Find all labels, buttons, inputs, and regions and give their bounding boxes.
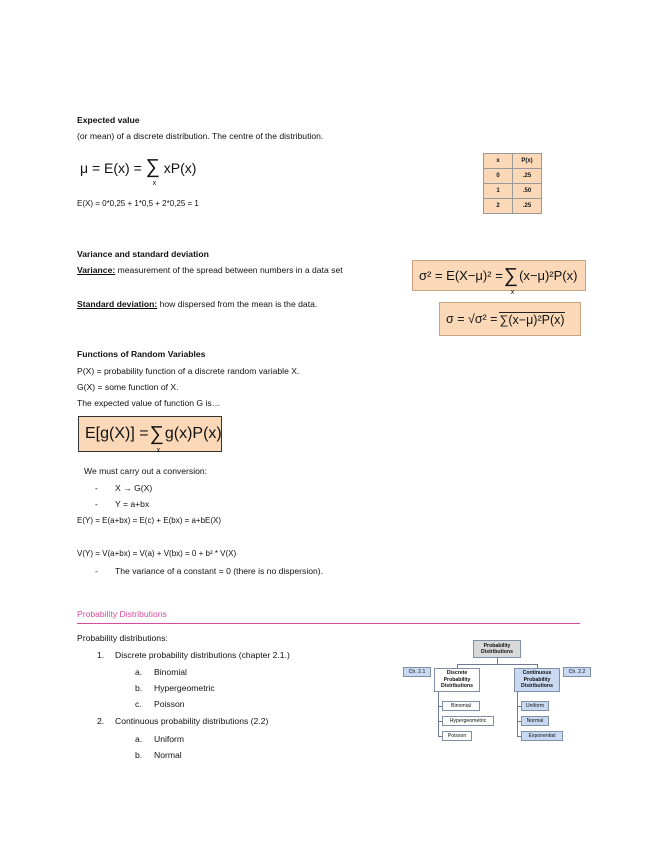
list-number: 2.: [97, 716, 105, 726]
table-row: [484, 199, 542, 214]
expected-value-formula: [80, 156, 197, 187]
list-item-continuous: Continuous probability distributions (2.2): [115, 716, 269, 726]
continuous-node: Continuous Probability Distributions: [514, 668, 560, 692]
sd-definition: [77, 298, 317, 310]
function-formula-rhs: g(x)P(x): [164, 425, 222, 442]
chapter-2-2-label: Ch. 2.2: [563, 667, 591, 677]
diagram-root-node: Probability Distributions: [473, 640, 521, 658]
sd-formula-box: [439, 302, 581, 336]
expectation-linear-formula: E(Y) = E(a+bx) = E(c) + E(bx) = a+bE(X): [77, 516, 222, 525]
variance-formula-rhs: (x−μ)²P(x): [519, 268, 578, 283]
table-header-cell: x: [484, 154, 513, 169]
functions-line-1: P(X) = probability function of a discrete random variable X.: [77, 366, 300, 376]
table-cell: 2: [484, 199, 513, 214]
list-item-discrete: Discrete probability distributions (chapter 2.1.): [115, 650, 290, 660]
variance-heading: Variance and standard deviation: [77, 249, 209, 259]
sd-formula-rhs: ∑(x−μ)²P(x): [499, 312, 565, 327]
sub-list-item: Uniform: [154, 734, 185, 744]
functions-line-2: G(X) = some function of X.: [77, 382, 179, 392]
chapter-2-1-label: Ch. 2.1: [403, 667, 431, 677]
conversion-note: We must carry out a conversion:: [84, 466, 208, 476]
variance-label: Variance:: [77, 265, 116, 275]
sub-list-letter: b.: [135, 683, 143, 693]
sum-symbol: ∑ x: [145, 156, 160, 187]
distributions-intro: Probability distributions:: [77, 633, 168, 643]
variance-formula-lhs: σ² = E(X−μ)² =: [419, 268, 503, 283]
sub-list-item: Normal: [154, 750, 182, 760]
poisson-node: Poisson: [442, 731, 472, 741]
bullet-dash: -: [95, 499, 98, 509]
conversion-bullet-2: Y = a+bx: [115, 499, 150, 509]
conversion-bullet-1: X → G(X): [115, 483, 153, 493]
normal-node: Normal: [521, 716, 549, 726]
sum-symbol: ∑ x: [503, 264, 519, 296]
section-title-probability-distributions: Probability Distributions: [77, 609, 167, 619]
list-number: 1.: [97, 650, 105, 660]
table-cell: .50: [513, 184, 542, 199]
formula-rhs: xP(x): [163, 160, 197, 176]
variance-definition: [77, 264, 343, 276]
table-cell: 1: [484, 184, 513, 199]
expected-value-description: (or mean) of a discrete distribution. The centre of the distribution.: [77, 131, 324, 141]
discrete-node: Discrete Probability Distributions: [434, 668, 480, 692]
variance-formula-box: [412, 260, 586, 296]
functions-heading: Functions of Random Variables: [77, 349, 206, 359]
constant-variance-note: The variance of a constant = 0 (there is no dispersion).: [115, 566, 324, 576]
bullet-dash: -: [95, 566, 98, 576]
sd-text: how dispersed from the mean is the data.: [157, 299, 318, 309]
uniform-node: Uniform: [521, 701, 549, 711]
connector: [457, 664, 537, 665]
sd-formula-lhs: σ = √σ² =: [446, 312, 498, 326]
bullet-dash: -: [95, 483, 98, 493]
sub-list-letter: c.: [135, 699, 142, 709]
exponential-node: Exponential: [521, 731, 563, 741]
table-row: [484, 169, 542, 184]
table-cell: .25: [513, 169, 542, 184]
variance-text: measurement of the spread between numbers in a data set: [115, 265, 343, 275]
table-row: [484, 184, 542, 199]
expected-value-example: E(X) = 0*0,25 + 1*0,5 + 2*0,25 = 1: [77, 199, 199, 208]
table-header-row: [484, 154, 542, 169]
expected-function-formula-box: [78, 416, 222, 452]
sum-symbol: ∑ x: [149, 423, 164, 454]
sub-list-item: Binomial: [154, 667, 187, 677]
connector: [517, 692, 518, 736]
sd-label: Standard deviation:: [77, 299, 158, 309]
sub-list-item: Poisson: [154, 699, 185, 709]
variance-linear-formula: V(Y) = V(a+bx) = V(a) + V(bx) = 0 + b² * V(X): [77, 549, 237, 558]
connector: [438, 692, 439, 736]
functions-line-3: The expected value of function G is…: [77, 398, 221, 408]
sub-list-item: Hypergeometric: [154, 683, 215, 693]
table-cell: .25: [513, 199, 542, 214]
hypergeometric-node: Hypergeometric: [442, 716, 494, 726]
distributions-diagram: [403, 636, 595, 746]
sub-list-letter: b.: [135, 750, 143, 760]
function-formula-lhs: E[g(X)] =: [85, 425, 149, 442]
expected-value-heading: Expected value: [77, 115, 140, 125]
sub-list-letter: a.: [135, 667, 143, 677]
table-cell: 0: [484, 169, 513, 184]
probability-table: [483, 153, 542, 214]
sub-list-letter: a.: [135, 734, 143, 744]
table-header-cell: P(x): [513, 154, 542, 169]
section-divider: [77, 623, 580, 624]
formula-lhs: μ = E(x) =: [80, 160, 142, 176]
binomial-node: Binomial: [442, 701, 480, 711]
